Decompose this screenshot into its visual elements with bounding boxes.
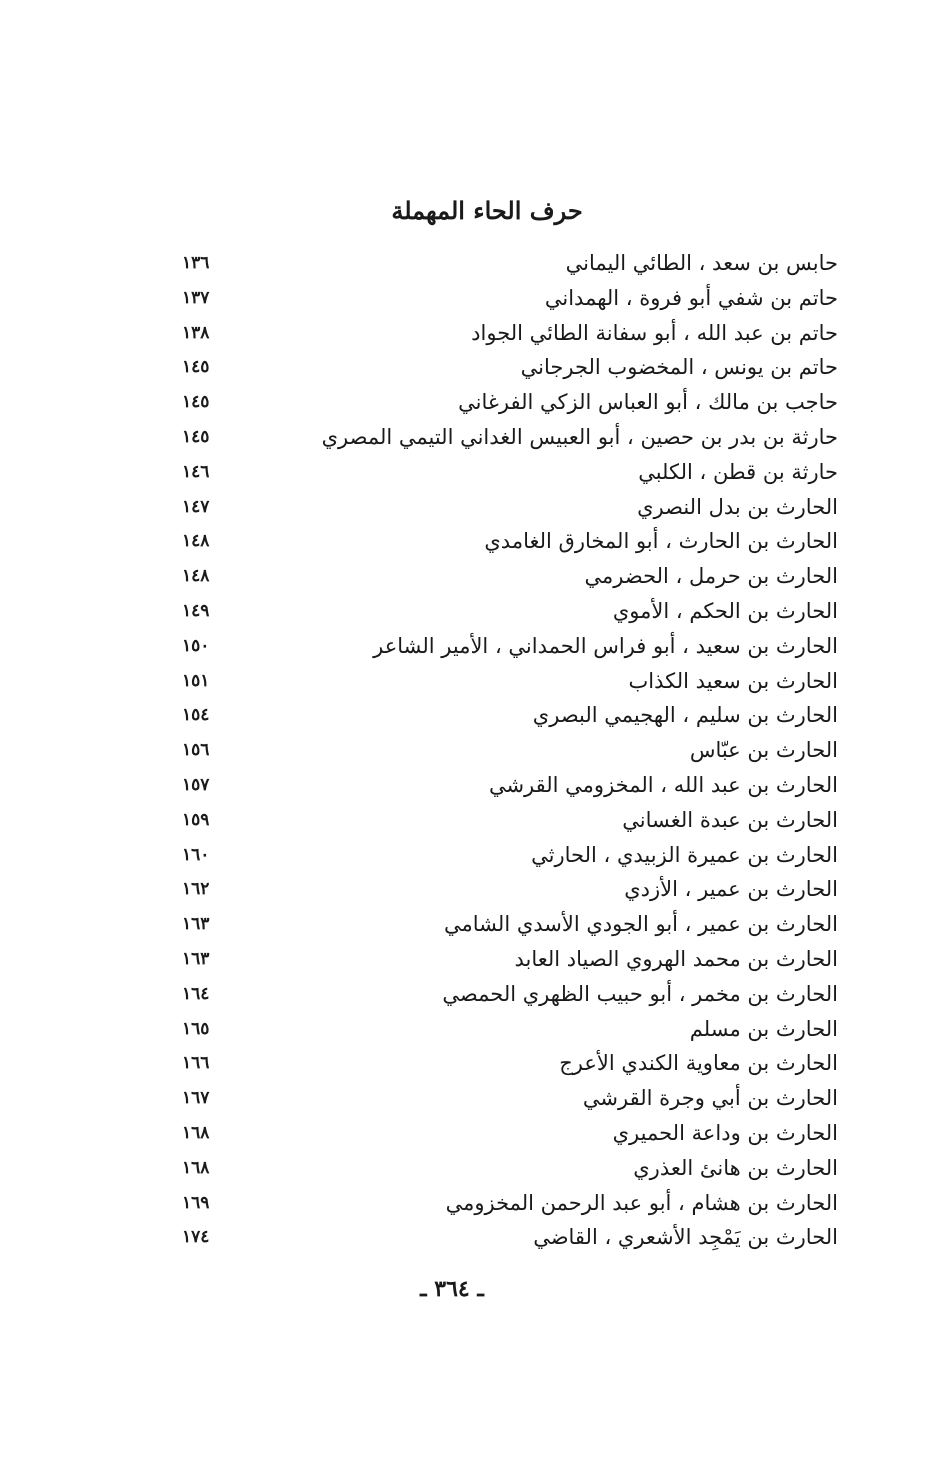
index-entry — [182, 490, 838, 525]
index-entry — [182, 385, 838, 420]
index-entry — [182, 1116, 838, 1151]
index-entry — [182, 246, 838, 281]
index-entry — [182, 1046, 838, 1081]
entry-page-number: ١٦٢ — [182, 879, 210, 900]
entry-page-number: ١٦٨ — [182, 1157, 210, 1178]
index-entry — [182, 977, 838, 1012]
entry-page-number: ١٣٦ — [182, 253, 210, 273]
index-entry — [182, 559, 838, 594]
entry-page-number: ١٥٦ — [182, 740, 210, 761]
entry-page-number: ١٥٠ — [182, 635, 210, 656]
entry-name: الحارث بن معاوية الكندي الأعرج — [559, 1051, 838, 1076]
entry-name: حاتم بن شفي أبو فروة ، الهمداني — [544, 285, 838, 310]
entry-name: حاتم بن عبد الله ، أبو سفانة الطائي الجواد — [471, 320, 838, 345]
entry-name: الحارث بن عبدة الغساني — [622, 807, 838, 832]
entry-name: الحارث بن محمد الهروي الصياد العابد — [514, 946, 838, 971]
index-entry — [182, 803, 838, 838]
page-number: ـ ٣٦٤ ـ — [420, 1276, 484, 1302]
entry-page-number: ١٦٩ — [182, 1192, 210, 1213]
entry-page-number: ١٣٧ — [182, 287, 210, 308]
entry-name: الحارث بن الحكم ، الأموي — [612, 598, 838, 623]
entry-name: الحارث بن مسلم — [689, 1016, 838, 1041]
entry-name: حاتم بن يونس ، المخضوب الجرجاني — [520, 355, 838, 380]
entry-name: الحارث بن عميرة الزبيدي ، الحارثي — [531, 842, 838, 867]
entry-page-number: ١٤٧ — [182, 496, 210, 517]
entry-page-number: ١٦٥ — [182, 1018, 210, 1039]
entry-name: الحارث بن بدل النصري — [637, 494, 838, 519]
entry-name: الحارث بن أبي وجرة القرشي — [582, 1086, 838, 1111]
entry-name: الحارث بن سليم ، الهجيمي البصري — [532, 703, 838, 728]
entry-page-number: ١٥٤ — [182, 705, 210, 726]
index-entry — [182, 594, 838, 629]
entry-name: الحارث بن عمير ، الأزدي — [624, 877, 838, 902]
entry-name: حارثة بن قطن ، الكلبي — [638, 459, 838, 484]
index-entry — [182, 1012, 838, 1047]
entry-page-number: ١٥٩ — [182, 809, 210, 830]
entry-name: الحارث بن حرمل ، الحضرمي — [584, 564, 838, 589]
entry-page-number: ١٤٥ — [182, 392, 210, 413]
entry-name: الحارث بن الحارث ، أبو المخارق الغامدي — [484, 529, 838, 554]
section-heading: حرف الحاء المهملة — [391, 196, 583, 225]
entry-page-number: ١٤٥ — [182, 426, 210, 447]
index-entry — [182, 350, 838, 385]
index-entry — [182, 907, 838, 942]
entry-name: حارثة بن بدر بن حصين ، أبو العبيس الغداني التيمي المصري — [321, 424, 838, 449]
index-entry — [182, 629, 838, 664]
entry-name: الحارث بن مخمر ، أبو حبيب الظهري الحمصي — [442, 981, 838, 1006]
index-entry — [182, 768, 838, 803]
entry-page-number: ١٥٧ — [182, 774, 210, 795]
entry-page-number: ١٦٣ — [182, 914, 210, 935]
index-entry — [182, 733, 838, 768]
entry-page-number: ١٦٤ — [182, 983, 210, 1004]
entry-page-number: ١٧٤ — [182, 1227, 210, 1248]
entry-page-number: ١٤٨ — [182, 531, 210, 552]
entry-page-number: ١٦٠ — [182, 844, 210, 865]
index-entry — [182, 524, 838, 559]
index-entry — [182, 1151, 838, 1186]
entry-page-number: ١٦٦ — [182, 1053, 210, 1074]
index-entry — [182, 1081, 838, 1116]
index-entry — [182, 281, 838, 316]
index-entry — [182, 316, 838, 351]
entry-name: الحارث بن سعيد الكذاب — [628, 668, 838, 693]
index-list — [182, 246, 838, 1255]
index-entry — [182, 455, 838, 490]
entry-name: الحارث بن عبّاس — [689, 738, 838, 763]
entry-name: حاجب بن مالك ، أبو العباس الزكي الفرغاني — [458, 390, 838, 415]
index-entry — [182, 942, 838, 977]
entry-name: حابس بن سعد ، الطائي اليماني — [565, 251, 838, 275]
entry-page-number: ١٤٦ — [182, 461, 210, 482]
entry-name: الحارث بن عبد الله ، المخزومي القرشي — [488, 772, 838, 797]
entry-page-number: ١٤٥ — [182, 357, 210, 378]
entry-page-number: ١٦٨ — [182, 1122, 210, 1143]
index-entry — [182, 1186, 838, 1221]
entry-name: الحارث بن يَمْجِد الأشعري ، القاضي — [533, 1225, 838, 1250]
index-entry — [182, 1220, 838, 1255]
entry-page-number: ١٤٩ — [182, 600, 210, 621]
index-entry — [182, 698, 838, 733]
index-entry — [182, 872, 838, 907]
entry-name: الحارث بن سعيد ، أبو فراس الحمداني ، الأمير الشاعر — [373, 633, 838, 658]
index-entry — [182, 420, 838, 455]
entry-page-number: ١٦٣ — [182, 948, 210, 969]
entry-name: الحارث بن هشام ، أبو عبد الرحمن المخزومي — [445, 1190, 838, 1215]
entry-name: الحارث بن عمير ، أبو الجودي الأسدي الشامي — [444, 912, 838, 937]
entry-page-number: ١٦٧ — [182, 1088, 210, 1109]
entry-page-number: ١٣٨ — [182, 322, 210, 343]
entry-page-number: ١٥١ — [182, 670, 210, 691]
entry-page-number: ١٤٨ — [182, 566, 210, 587]
index-entry — [182, 838, 838, 873]
index-entry — [182, 664, 838, 699]
entry-name: الحارث بن وداعة الحميري — [612, 1120, 838, 1145]
entry-name: الحارث بن هانئ العذري — [633, 1155, 838, 1180]
